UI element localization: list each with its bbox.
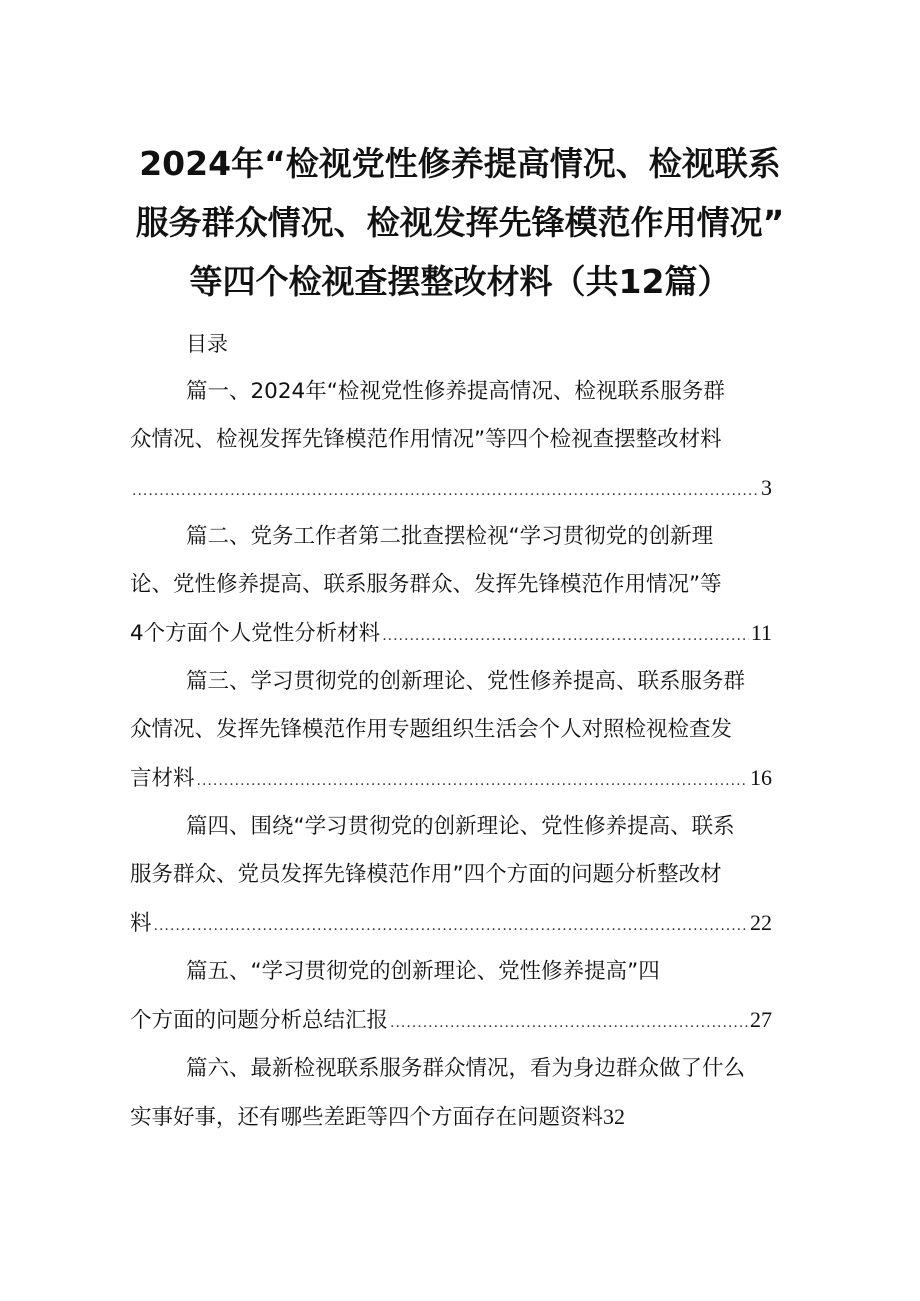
dot-leader xyxy=(132,467,759,515)
toc-entry-5[interactable] xyxy=(130,948,790,1044)
toc-entry-text: 4个方面个人党性分析材料 xyxy=(130,621,381,646)
toc-entry-line: 论、党性修养提高、联系服务群众、发挥先锋模范作用情况”等 xyxy=(130,572,722,597)
toc-entry-line: 篇一、2024年“检视党性修养提高情况、检视联系服务群 xyxy=(186,379,725,404)
document-title xyxy=(100,134,820,311)
title-line-2: 服务群众情况、检视发挥先锋模范作用情况” xyxy=(135,203,785,243)
toc-entry-last-line xyxy=(130,609,772,657)
dot-leader xyxy=(390,999,748,1047)
toc-entry-text: 料 xyxy=(130,911,152,936)
toc-entry-3[interactable] xyxy=(130,658,790,802)
toc-entry-last-line xyxy=(130,464,772,512)
toc-page-number: 3 xyxy=(761,475,772,500)
toc-entry-line: 篇六、最新检视联系服务群众情况，看为身边群众做了什么 xyxy=(186,1056,746,1081)
toc-entry-last-line xyxy=(130,1093,790,1141)
title-line-3: 等四个检视查摆整改材料（共12篇） xyxy=(189,262,731,302)
toc-entry-line: 众情况、检视发挥先锋模范作用情况”等四个检视查摆整改材料 xyxy=(130,427,722,452)
toc-entry-text: 实事好事，还有哪些差距等四个方面存在问题资料 xyxy=(130,1105,604,1130)
toc-heading: 目录 xyxy=(186,332,228,356)
toc-page-number: 16 xyxy=(750,765,772,790)
toc-entry-line: 服务群众、党员发挥先锋模范作用”四个方面的问题分析整改材 xyxy=(130,862,722,887)
toc-entry-line: 篇二、党务工作者第二批查摆检视“学习贯彻党的创新理 xyxy=(186,524,714,549)
toc-page-number: 22 xyxy=(750,910,772,935)
toc-entry-4[interactable] xyxy=(130,803,790,947)
toc-page-number: 32 xyxy=(603,1104,626,1129)
toc-entry-text: 个方面的问题分析总结汇报 xyxy=(130,1008,389,1033)
toc-entry-line: 众情况、发挥先锋模范作用专题组织生活会个人对照检视检查发 xyxy=(130,717,733,742)
toc-entry-line: 篇四、围绕“学习贯彻党的创新理论、党性修养提高、联系 xyxy=(186,814,735,839)
toc-entry-text: 言材料 xyxy=(130,766,195,791)
table-of-contents xyxy=(130,368,790,1142)
toc-entry-line: 篇三、学习贯彻党的创新理论、党性修养提高、联系服务群 xyxy=(186,669,746,694)
dot-leader xyxy=(197,757,748,805)
toc-entry-6[interactable] xyxy=(130,1045,790,1141)
title-line-1: 2024年“检视党性修养提高情况、检视联系 xyxy=(139,144,781,184)
toc-entry-last-line xyxy=(130,996,772,1044)
toc-entry-last-line xyxy=(130,899,772,947)
toc-page-number: 27 xyxy=(750,1007,772,1032)
toc-page-number: 11 xyxy=(750,620,772,645)
toc-entry-1[interactable] xyxy=(130,368,790,512)
dot-leader xyxy=(382,612,749,660)
toc-entry-2[interactable] xyxy=(130,513,790,657)
toc-entry-line: 篇五、“学习贯彻党的创新理论、党性修养提高”四 xyxy=(186,959,660,984)
dot-leader xyxy=(154,902,748,950)
toc-entry-last-line xyxy=(130,754,772,802)
